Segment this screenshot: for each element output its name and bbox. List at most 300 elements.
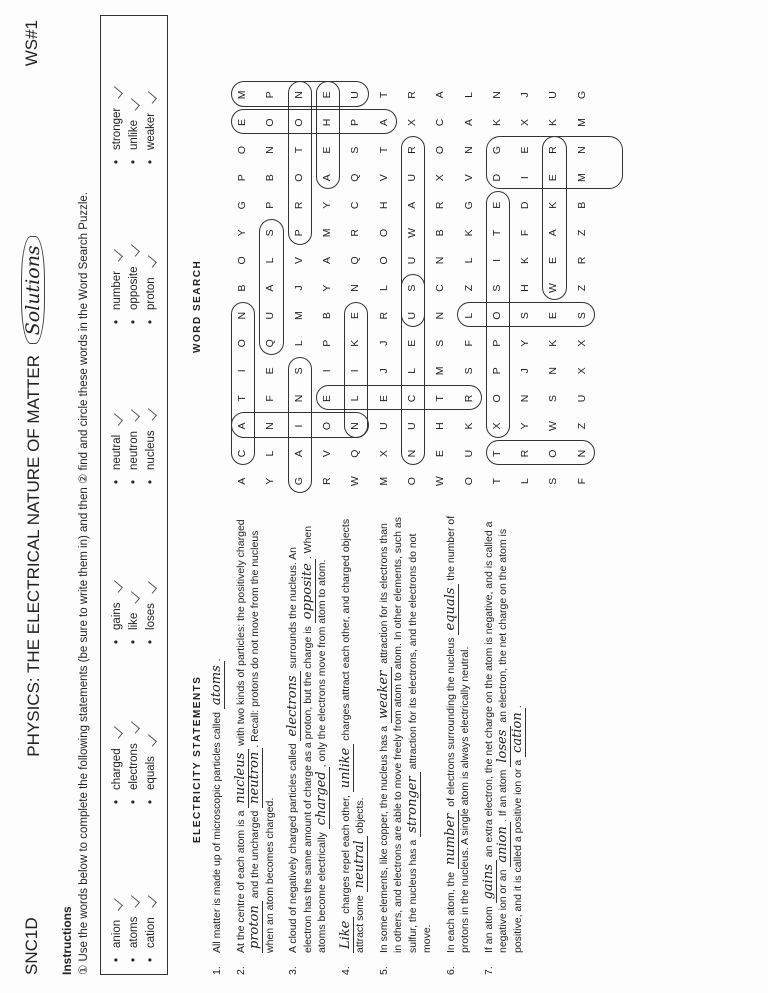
grid-letter: F (462, 340, 475, 347)
grid-letter: B (321, 312, 334, 320)
grid-letter: Y (236, 229, 249, 237)
statement-text: the number of protons in the nucleus. A single atom is always electrically neutral. (444, 515, 471, 953)
grid-letter: Q (264, 339, 277, 348)
grid-letter: P (349, 118, 362, 126)
grid-letter: A (292, 450, 305, 458)
grid-letter: N (349, 422, 362, 430)
grid-letter: C (236, 449, 249, 458)
word-bank-item: • gains (109, 581, 126, 644)
grid-letter: L (462, 257, 475, 264)
grid-letter: R (547, 146, 560, 154)
grid-letter: T (377, 91, 390, 99)
grid-letter: T (490, 478, 503, 485)
statement (482, 515, 526, 975)
grid-letter: U (575, 394, 588, 403)
grid-letter: I (321, 369, 334, 373)
statement-text: charges attract each other, and charged objects attract some (339, 518, 366, 953)
word-bank-item: • atoms (126, 896, 143, 962)
grid-row (369, 25, 397, 495)
checkmark-icon (110, 898, 123, 910)
grid-letter: U (547, 91, 560, 99)
worksheet-number: WS#1 (22, 20, 41, 67)
grid-letter: E (405, 339, 418, 347)
statement-text: surrounds the nucleus. An electron has the same amount of charge as a proton, but the charge is (287, 547, 314, 953)
statements-heading: ELECTRICITY STATEMENTS (192, 675, 203, 843)
grid-letter: I (236, 369, 249, 373)
grid-letter: M (575, 173, 588, 183)
grid-letter: E (377, 394, 390, 402)
statement-text: If an atom (482, 903, 495, 953)
grid-letter: S (264, 229, 277, 237)
grid-letter: X (377, 450, 390, 458)
grid-letter: Y (519, 422, 532, 430)
grid-letter: A (264, 284, 277, 292)
handwritten-answer: Like (338, 917, 354, 953)
statement-number: 2. (234, 966, 247, 975)
grid-letter: N (349, 284, 362, 292)
statement-text: of electrons surrounding the nucleus (444, 634, 457, 810)
grid-row (313, 25, 341, 495)
grid-letter: A (434, 91, 447, 99)
grid-letter: R (405, 91, 418, 99)
checkmark-icon (110, 249, 123, 261)
handwritten-answer: electrons (285, 671, 301, 740)
statement-text: All matter is made up of microscopic particles called (211, 709, 223, 953)
word-bank-column (109, 87, 160, 164)
grid-letter: E (547, 312, 560, 320)
grid-letter: G (575, 90, 588, 99)
grid-letter: N (575, 449, 588, 458)
grid-letter: I (490, 259, 503, 262)
statement-number: 5. (377, 966, 390, 975)
handwritten-answer: number (443, 810, 459, 869)
grid-letter: P (264, 91, 277, 99)
grid-letter: U (405, 256, 418, 265)
grid-letter: B (264, 174, 277, 182)
grid-letter: L (349, 395, 362, 402)
checkmark-icon (127, 245, 140, 257)
grid-letter: J (377, 340, 390, 346)
grid-letter: U (405, 311, 418, 320)
grid-letter: P (292, 229, 305, 237)
word-bank-item: • proton (143, 245, 160, 324)
handwritten-answer: loses (495, 726, 511, 767)
grid-letter: M (575, 118, 588, 127)
grid-letter: N (292, 91, 305, 99)
statement-text: , only the electrons move from atom to atom. (316, 559, 328, 768)
grid-letter: S (349, 146, 362, 154)
grid-letter: R (519, 449, 532, 458)
checkmark-icon (127, 895, 140, 907)
grid-letter: U (462, 449, 475, 458)
grid-letter: W (547, 283, 560, 294)
handwritten-answer: neutral (352, 837, 368, 893)
grid-letter: I (292, 424, 305, 428)
grid-letter: M (377, 476, 390, 486)
grid-row (568, 25, 596, 495)
grid-letter: B (434, 229, 447, 237)
grid-letter: K (490, 118, 503, 126)
word-bank-item: • nucleus (143, 409, 160, 484)
grid-row (426, 25, 454, 495)
grid-letter: O (236, 146, 249, 155)
grid-letter: H (377, 201, 390, 210)
grid-letter: F (575, 478, 588, 485)
handwritten-answer: cation (510, 708, 526, 757)
checkmark-icon (127, 98, 140, 110)
checkmark-icon (144, 256, 157, 268)
grid-letter: P (321, 339, 334, 347)
grid-letter: J (292, 285, 305, 291)
grid-letter: Y (264, 477, 277, 485)
grid-letter: G (490, 146, 503, 155)
grid-letter: R (321, 477, 334, 485)
grid-letter: E (349, 312, 362, 320)
handwritten-answer: weaker (376, 667, 392, 723)
statement-text: In some elements, like copper, the nucleus has a (377, 723, 390, 953)
grid-letter: A (462, 118, 475, 126)
handwritten-answer: gains (481, 860, 497, 903)
grid-letter: A (321, 174, 334, 182)
word-bank-item: • unlike (126, 87, 143, 164)
grid-letter: T (236, 395, 249, 402)
grid-letter: X (575, 367, 588, 375)
word-bank-item: • cation (143, 896, 160, 962)
statement-text: . (511, 705, 524, 709)
handwritten-answer: anion (495, 822, 511, 866)
grid-letter: C (434, 118, 447, 127)
grid-letter: K (547, 118, 560, 126)
grid-letter: S (462, 367, 475, 375)
grid-letter: P (490, 367, 503, 375)
grid-letter: R (405, 146, 418, 154)
grid-letter: C (349, 201, 362, 210)
grid-letter: M (434, 366, 447, 376)
grid-letter: N (434, 311, 447, 320)
grid-letter: R (377, 311, 390, 320)
word-bank-item: • loses (143, 581, 160, 644)
grid-letter: E (519, 146, 532, 154)
grid-letter: P (236, 174, 249, 182)
grid-letter: N (519, 394, 532, 403)
grid-letter: N (264, 422, 277, 430)
grid-letter: U (349, 91, 362, 99)
grid-letter: L (519, 478, 532, 485)
word-bank-item: • equals (143, 722, 160, 804)
word-bank-item: • weaker (143, 87, 160, 164)
grid-letter: X (519, 118, 532, 126)
statement-number: 1. (211, 966, 223, 975)
handwritten-answer: stronger (405, 772, 421, 837)
grid-letter: K (547, 201, 560, 209)
statement-number: 6. (444, 966, 457, 975)
grid-letter: Y (321, 284, 334, 292)
statement (444, 515, 473, 975)
grid-letter: A (236, 477, 249, 485)
word-bank-column (109, 896, 160, 962)
statement-number: 3. (287, 966, 299, 975)
grid-letter: E (547, 256, 560, 264)
grid-letter: A (377, 118, 390, 126)
grid-letter: X (575, 339, 588, 347)
statement-text: attraction for its electrons, and the electrons do not move. (406, 533, 433, 953)
checkmark-icon (127, 591, 140, 603)
grid-letter: R (292, 201, 305, 210)
statement (339, 515, 368, 975)
grid-letter: T (490, 450, 503, 457)
grid-letter: U (405, 173, 418, 182)
statement-text: with two kinds of particles: the positively charged (234, 519, 247, 749)
statement-text: charges repel each other, (339, 792, 352, 917)
grid-letter: O (264, 118, 277, 127)
grid-letter: C (405, 394, 418, 403)
grid-letter: E (547, 174, 560, 182)
grid-letter: L (292, 340, 305, 347)
grid-row (539, 25, 567, 495)
grid-letter: H (434, 422, 447, 430)
grid-letter: R (349, 229, 362, 237)
grid-letter: P (264, 201, 277, 209)
handwritten-answer: neutron (247, 748, 263, 808)
solutions-label: Solutions (21, 236, 45, 344)
grid-letter: K (519, 256, 532, 264)
grid-letter: K (547, 339, 560, 347)
statement-text: . Recall: protons do not move from the nucleus when an atom becomes charged. (249, 530, 276, 953)
grid-row (398, 25, 426, 495)
statement-text: In each atom, the (444, 868, 457, 953)
grid-row (511, 25, 539, 495)
grid-letter: X (434, 174, 447, 182)
grid-letter: C (434, 284, 447, 292)
grid-letter: G (236, 201, 249, 210)
grid-letter: K (462, 422, 475, 430)
grid-letter: E (490, 201, 503, 209)
grid-letter: W (349, 476, 362, 487)
statements-list (210, 515, 534, 975)
grid-letter: F (519, 229, 532, 237)
grid-letter: D (490, 173, 503, 182)
grid-row (256, 25, 284, 495)
grid-letter: N (547, 367, 560, 375)
handwritten-answer: equals (443, 584, 459, 635)
grid-letter: O (292, 118, 305, 127)
instructions-text: ① Use the words below to complete the following statements (be sure to write them in) and then ② find and circle these words in the Word Search Puzzle. (78, 192, 90, 975)
grid-letter: N (575, 146, 588, 154)
grid-letter: Z (575, 422, 588, 430)
handwritten-answer: charged (314, 767, 330, 829)
grid-letter: M (321, 228, 334, 238)
statement-number: 4. (339, 966, 352, 975)
checkmark-icon (127, 409, 140, 421)
grid-letter: G (462, 201, 475, 210)
statement-text: objects. (354, 797, 366, 837)
statement-text: . If an atom (497, 766, 509, 823)
word-bank-item: • anion (109, 896, 126, 962)
grid-letter: B (236, 284, 249, 292)
word-bank-item: • number (109, 245, 126, 324)
grid-letter: T (292, 146, 305, 154)
grid-letter: T (490, 229, 503, 237)
handwritten-answer: proton (247, 901, 263, 953)
grid-letter: A (405, 201, 418, 209)
grid-letter: S (434, 339, 447, 347)
checkmark-icon (110, 727, 123, 739)
word-bank-item: • neutron (126, 409, 143, 484)
handwritten-answer: nucleus (233, 749, 249, 808)
instructions-heading: Instructions (60, 906, 74, 975)
grid-letter: S (547, 394, 560, 402)
grid-letter: N (462, 146, 475, 154)
grid-letter: L (264, 450, 277, 457)
word-search-grid (228, 25, 768, 495)
grid-letter: U (264, 311, 277, 320)
grid-letter: O (377, 256, 390, 265)
grid-letter: H (321, 118, 334, 127)
grid-letter: M (292, 311, 305, 321)
grid-letter: Z (462, 284, 475, 292)
grid-letter: L (264, 257, 277, 264)
word-bank-item: • stronger (109, 87, 126, 164)
grid-letter: O (321, 421, 334, 431)
grid-letter: N (434, 256, 447, 265)
statement-text: At the centre of each atom is a (234, 807, 247, 953)
grid-letter: T (377, 146, 390, 154)
word-search-heading: WORD SEARCH (192, 259, 203, 353)
grid-letter: M (236, 90, 249, 100)
word-bank-column (109, 245, 160, 324)
grid-row (483, 25, 511, 495)
grid-letter: O (405, 477, 418, 486)
grid-letter: W (547, 421, 560, 431)
grid-letter: S (405, 284, 418, 292)
grid-letter: W (434, 476, 447, 487)
grid-letter: Z (575, 229, 588, 237)
grid-letter: E (321, 91, 334, 99)
grid-letter: N (292, 394, 305, 403)
word-bank-item: • electrons (126, 722, 143, 804)
grid-letter: B (575, 201, 588, 209)
grid-letter: D (519, 201, 532, 210)
grid-letter: H (519, 284, 532, 292)
grid-letter: L (405, 367, 418, 374)
grid-letter: J (519, 92, 532, 98)
statement-text: A cloud of negatively charged particles called (287, 740, 299, 953)
grid-letter: X (490, 422, 503, 430)
grid-row (228, 25, 256, 495)
checkmark-icon (144, 409, 157, 421)
grid-letter: S (292, 367, 305, 375)
grid-letter: R (462, 394, 475, 403)
grid-letter: V (462, 174, 475, 182)
grid-letter: E (236, 118, 249, 126)
grid-letter: Q (349, 256, 362, 265)
grid-letter: L (462, 312, 475, 319)
grid-letter: L (377, 285, 390, 291)
grid-letter: U (405, 422, 418, 430)
statement (286, 515, 330, 975)
statement-text: an electron, the net charge on the atom is positive, and it is called a positive ion or a (497, 528, 524, 953)
checkmark-icon (110, 86, 123, 98)
grid-letter: Y (519, 339, 532, 347)
grid-letter: Z (575, 284, 588, 292)
grid-letter: S (575, 312, 588, 320)
grid-letter: N (405, 449, 418, 458)
grid-letter: K (349, 339, 362, 347)
grid-letter: J (377, 368, 390, 374)
grid-letter: O (434, 146, 447, 155)
checkmark-icon (144, 91, 157, 103)
grid-letter: G (292, 477, 305, 486)
word-bank-item: • charged (109, 722, 126, 804)
checkmark-icon (144, 581, 157, 593)
grid-letter: Q (349, 449, 362, 458)
word-bank-item: • opposite (126, 245, 143, 324)
page-title (22, 0, 44, 993)
grid-letter: O (236, 256, 249, 265)
grid-letter: A (321, 256, 334, 264)
statement-number: 7. (482, 966, 495, 975)
statement (377, 515, 435, 975)
grid-letter: K (462, 229, 475, 237)
handwritten-answer: opposite (300, 559, 316, 623)
grid-letter: V (292, 256, 305, 264)
grid-letter: N (264, 146, 277, 154)
word-bank-column (109, 722, 160, 804)
grid-letter: R (575, 256, 588, 265)
grid-letter: O (547, 449, 560, 458)
grid-letter: O (292, 173, 305, 182)
grid-letter: O (377, 228, 390, 237)
grid-letter: R (434, 201, 447, 210)
checkmark-icon (144, 896, 157, 908)
grid-letter: N (236, 311, 249, 320)
statement-text: an extra electron, the net charge on the atom is negative, and is called a negative ion or an (482, 521, 509, 953)
grid-letter: U (377, 422, 390, 430)
grid-letter: A (236, 422, 249, 430)
grid-letter: E (434, 450, 447, 458)
word-bank (100, 15, 168, 975)
grid-letter: V (321, 450, 334, 458)
grid-letter: V (377, 174, 390, 182)
statement (210, 515, 225, 975)
grid-letter: O (236, 339, 249, 348)
grid-letter: O (462, 477, 475, 486)
statement-text: and the uncharged (249, 807, 261, 902)
grid-letter: E (321, 146, 334, 154)
checkmark-icon (110, 413, 123, 425)
handwritten-answer: atoms (209, 661, 225, 709)
grid-letter: O (490, 311, 503, 320)
statement-text: . (211, 658, 223, 662)
grid-row (341, 25, 369, 495)
grid-letter: A (547, 229, 560, 237)
word-bank-item: • neutral (109, 409, 126, 484)
course-code: SNC1D (22, 917, 41, 975)
grid-letter: I (519, 176, 532, 180)
statement-text: attraction for its electrons than in others, and electrons are able to move freely from atom to atom. In other elements, such as sulfur, the nucleus has a (377, 517, 419, 953)
grid-letter: S (490, 284, 503, 292)
grid-letter: L (462, 91, 475, 98)
grid-letter: T (434, 395, 447, 402)
statement-text: . When atoms become electrically (301, 525, 328, 953)
handwritten-answer: unlike (338, 744, 354, 793)
grid-letter: F (264, 395, 277, 402)
grid-letter: N (490, 91, 503, 99)
grid-row (285, 25, 313, 495)
grid-letter: E (264, 367, 277, 375)
checkmark-icon (127, 722, 140, 734)
grid-letter: X (405, 118, 418, 126)
